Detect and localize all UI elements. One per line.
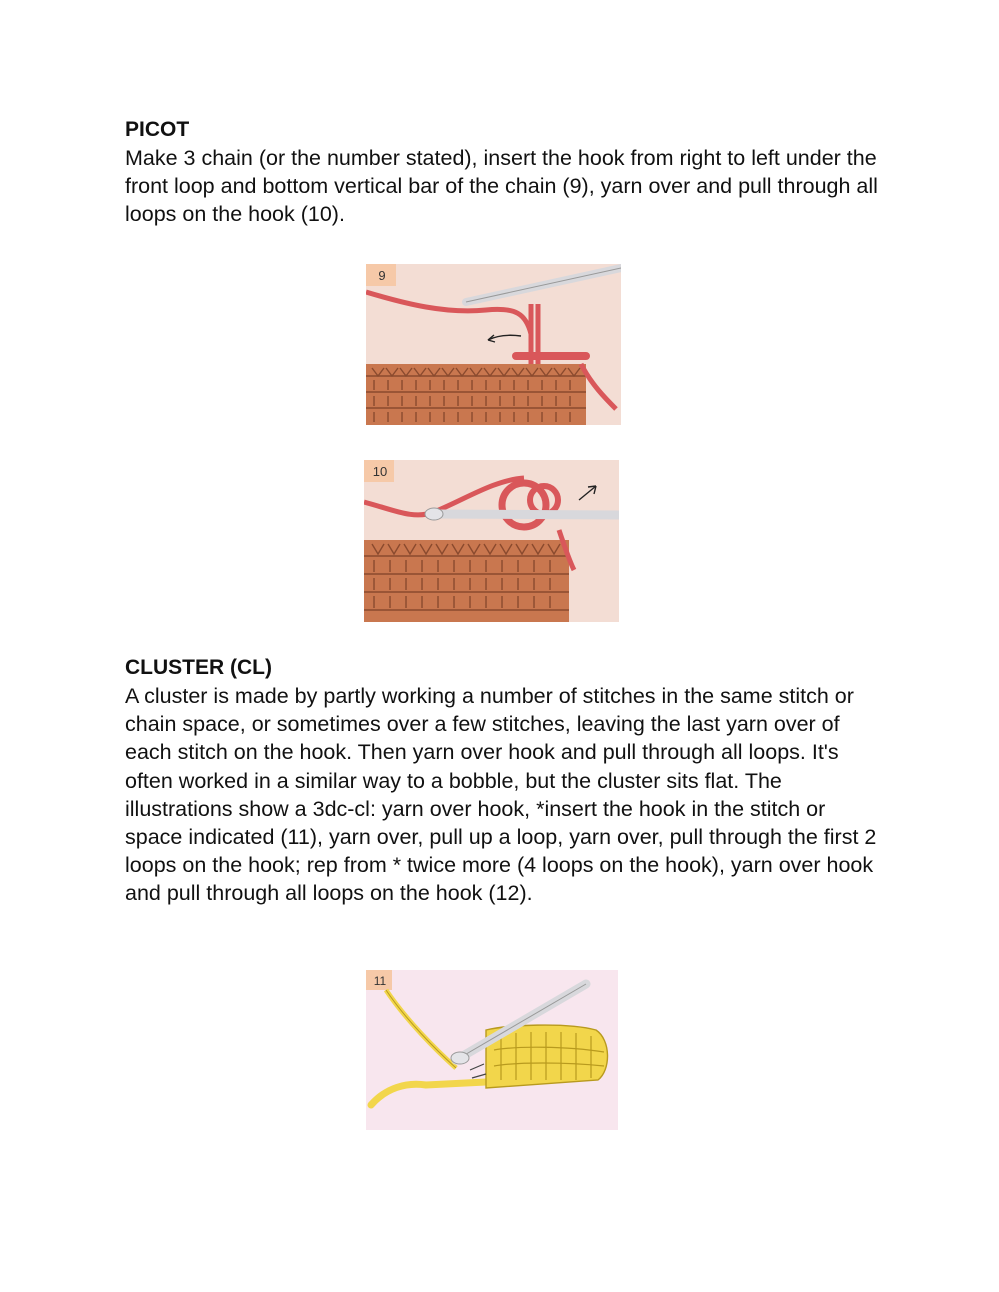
figure-10-illustration bbox=[364, 460, 619, 622]
picot-description: Make 3 chain (or the number stated), insert the hook from right to left under the front loop and bottom vertical bar of the chain (9), yarn over and pull through all loops on the hook (10). bbox=[125, 146, 878, 227]
figure-11-cluster-insert-hook bbox=[366, 970, 618, 1130]
figure-11-number: 11 bbox=[373, 974, 387, 988]
picot-section bbox=[125, 116, 885, 229]
cluster-heading: CLUSTER (CL) bbox=[125, 656, 272, 679]
figure-11-illustration bbox=[366, 970, 618, 1130]
figure-9-illustration bbox=[366, 264, 621, 425]
cluster-description: A cluster is made by partly working a number of stitches in the same stitch or chain space, or sometimes over a few stitches, leaving the last yarn over of each stitch on the hook. Then yarn over hook and pull through all loops. It's often worked in a similar way to a bobble, but the cluster sits flat. The illustrations show a 3dc-cl: yarn over hook, *insert the hook in the stitch or space indicated (11), yarn over, pull up a loop, yarn over, pull through the first 2 loops on the hook; rep from * twice more (4 loops on the hook), yarn over hook and pull through all loops on the hook (12). bbox=[125, 684, 877, 906]
cluster-section bbox=[125, 654, 885, 908]
figure-9-number: 9 bbox=[378, 268, 386, 283]
figure-10-picot-pull-through bbox=[364, 460, 619, 622]
picot-heading: PICOT bbox=[125, 118, 190, 141]
figure-10-number: 10 bbox=[372, 464, 388, 479]
figure-9-picot-insert-hook bbox=[366, 264, 621, 425]
